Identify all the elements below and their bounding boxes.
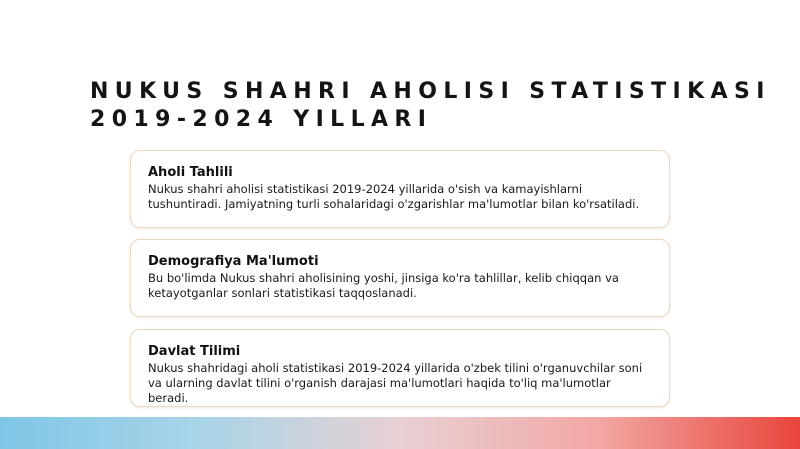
- card-title: Demografiya Ma'lumoti: [148, 254, 319, 269]
- info-card-aholi-tahlili: [130, 150, 670, 228]
- decorative-gradient-band: [0, 417, 800, 449]
- card-title: Aholi Tahlili: [148, 165, 233, 180]
- card-title: Davlat Tilimi: [148, 344, 241, 359]
- info-card-demografiya: [130, 239, 670, 317]
- slide-title-line-2: 2019-2024 YILLARI: [90, 107, 433, 132]
- slide-title: [90, 78, 780, 134]
- card-body: Bu bo'limda Nukus shahri aholisining yoshi, jinsiga ko'ra tahlillar, kelib chiqqan va ketayotganlar sonlari statistikasi taqqoslanadi.: [148, 271, 619, 300]
- info-card-davlat-tilimi: [130, 329, 670, 407]
- slide-title-line-1: NUKUS SHAHRI AHOLISI STATISTIKASI: [90, 79, 771, 104]
- card-body: Nukus shahridagi aholi statistikasi 2019-2024 yillarida o'zbek tilini o'rganuvchilar soni va ularning davlat tilini o'rganish darajasi ma'lumotlari haqida to'liq ma'lumotlar beradi.: [148, 361, 643, 405]
- card-body: Nukus shahri aholisi statistikasi 2019-2024 yillarida o'sish va kamayishlarni tushuntiradi. Jamiyatning turli sohalaridagi o'zgarishlar ma'lumotlar bilan ko'rsatiladi.: [148, 182, 640, 211]
